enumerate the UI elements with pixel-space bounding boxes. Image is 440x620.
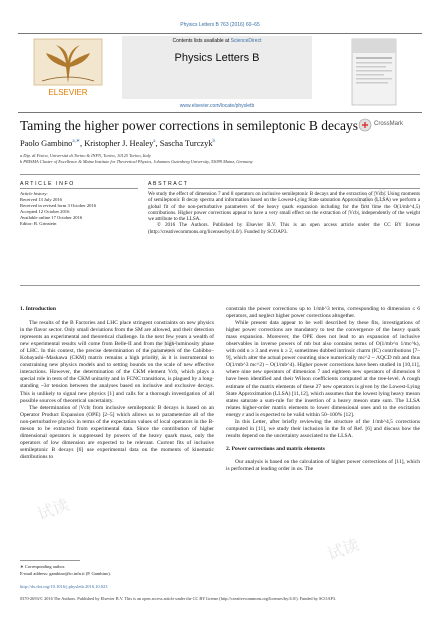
- body-paragraph: The results of the B Factories and LHC place stringent constraints on new physics in the flavor sector. Only small deviations from the SM are allowed, and their detection represents an experimental and theoretical challenge. In the next few years a wealth of new experimental results will come from Belle-II and from the high-luminosity phase of LHC. In this context, the precise determination of the parameters of the Cabibbo–Kobayashi–Maskawa (CKM) matrix remains a high priority, as it is instrumental to constraining new physics models and to setting bounds on the scale of new effective interactions. However, the determination of the CKM element Vcb, which plays a special role in tests of the CKM unitarity and in FCNC transitions, is plagued by a long-standing ~3σ tension between the analyses based on inclusive and exclusive decays. This is unlikely to signal new physics [1] and calls for a thorough investigation of all possible sources of theoretical uncertainty.: [20, 320, 214, 404]
- history-item: Received in revised form 3 October 2016: [20, 203, 97, 209]
- history-item: Available online 17 October 2016: [20, 215, 83, 221]
- author-name[interactable]: Sascha Turczyk: [159, 138, 213, 148]
- history-item: Accepted 12 October 2016: [20, 209, 70, 215]
- copyright-line: 0370-2693/© 2016 The Authors. Published by Elsevier B.V. This is an open access article under the CC BY license (http://creativecommons.org/licenses/by/4.0/). Funded by SCOAP3.: [20, 596, 337, 601]
- body-paragraph: In this Letter, after briefly reviewing the structure of the 1/mb^4,5 corrections computed in [11], we study their inclusion in the fit of Ref. [6] and discuss how the results depend on the uncertainty associated to the LLSA.: [226, 418, 420, 439]
- author-list: Paolo Gambino$^{a,∗}$, Kristopher J. Healey$^a$, Sascha Turczyk$^b$: [20, 138, 216, 148]
- section-rule: [20, 188, 138, 189]
- svg-text:ELSEVIER: ELSEVIER: [48, 88, 88, 97]
- svg-text:试读: 试读: [35, 496, 72, 524]
- crossmark-label: CrossMark: [374, 121, 404, 127]
- contents-line: [122, 38, 312, 44]
- left-column: [20, 306, 214, 461]
- body-paragraph: While present data appear to be well described by these fits, investigations of higher power corrections are mandatory to test the convergence of the heavy quark mass expansion. Moreover, the OPE does not lead to an expansion of inclusive observables in inverse powers of mb but also contains terms of O(1/mb^n 1/mc^k), with odd n ≥ 3 and even k ≥ 2, sometimes dubbed intrinsic charm (IC) contributions [7–9], which alter the actual power counting since numerically mc^2 ~ ΛQCD mb and thus O(1/mb^3 mc^2) ~ O(1/mb^4). Higher power corrections have been studied in [10,11], where nine new operators of dimension 7 and eighteen new operators of dimension 8 have been identified and their Wilson coefficients computed at the tree-level. A rough estimate of the matrix elements of these 27 new operators is given by the Lowest-Lying State Approximation (LLSA) [11,12], which assumes that the lowest lying heavy meson states saturate a sum-rule for the insertion of a heavy meson state sum. The LLSA relates higher-order matrix elements to lower dimensional ones and to the excitation energy ε and is expected to be valid within 50–100% [12].: [226, 320, 420, 418]
- section-heading: 1. Introduction: [20, 306, 56, 312]
- svg-text:试读: 试读: [325, 536, 362, 564]
- crossmark-badge[interactable]: [358, 118, 420, 132]
- email-note: E-mail address: gambino@to.infn.it (P. Gambino).: [20, 571, 111, 576]
- abstract-text: We study the effect of dimension 7 and 8 operators on inclusive semileptonic B decays and the extraction of |Vcb|. Using moments of semileptonic B decay spectra and information based on the Lowest-Lying State saturation Approximation (LLSA) we perform a global fit of the non-perturbative parameters of the heavy quark expansion including for the first time the O(1/mb^4,5) contributions. Higher power corrections appear to have a very small effect on the extraction of |Vcb|, independently of the weight we attribute to the LLSA.: [148, 191, 420, 223]
- author-marks: a,∗: [72, 139, 81, 144]
- history-label: Article history:: [20, 191, 48, 196]
- svg-text:试读: 试读: [355, 186, 392, 214]
- article-info-heading: ARTICLE INFO: [20, 181, 75, 187]
- section-rule: [148, 188, 420, 189]
- journal-header-panel: [122, 36, 312, 99]
- corresponding-note: ∗ Corresponding author.: [20, 564, 66, 569]
- journal-cover-image: [330, 37, 418, 107]
- author-marks: a: [153, 139, 156, 144]
- article-title: Taming the higher power corrections in semileptonic B decays: [20, 118, 358, 133]
- footnote-rule: [20, 560, 80, 561]
- sciencedirect-link[interactable]: ScienceDirect: [230, 38, 262, 44]
- journal-title: Physics Letters B: [174, 52, 260, 64]
- author-name[interactable]: Kristopher J. Healey: [84, 138, 154, 148]
- abstract-heading: ABSTRACT: [148, 181, 189, 187]
- affiliation: b PRISMA Cluster of Excellence & Mainz Institute for Theoretical Physics, Johannes Gutenberg University, 55099 Mainz, Germany: [20, 159, 253, 164]
- history-item: Editor: B. Grinstein: [20, 221, 57, 227]
- body-paragraph: Our analysis is based on the calculation of higher power corrections of [11], which is performed at leading order in αs. The: [226, 458, 420, 472]
- citation-line: Physics Letters B 763 (2016) 60–65: [180, 22, 260, 28]
- abstract-body: [148, 191, 420, 235]
- author-marks: b: [212, 139, 216, 144]
- article-history: [20, 191, 138, 228]
- affiliation: a Dip. di Fisica, Università di Torino & INFN, Torino, 10125 Torino, Italy: [20, 153, 151, 158]
- contents-prefix: Contents lists available at: [172, 38, 230, 44]
- elsevier-logo: [20, 37, 116, 99]
- section-heading: 2. Power corrections and matrix elements: [226, 445, 325, 452]
- right-column: [226, 306, 420, 473]
- author-name[interactable]: Paolo Gambino: [20, 138, 73, 148]
- doi-link[interactable]: http://dx.doi.org/10.1016/j.physletb.2016.10.023: [20, 584, 108, 589]
- journal-homepage-link[interactable]: www.elsevier.com/locate/physletb: [179, 103, 255, 109]
- section-rule: [20, 174, 420, 175]
- svg-text:试读: 试读: [145, 336, 182, 364]
- license-text: © 2016 The Authors. Published by Elsevier B.V. This is an open access article under the CC BY license (http://creativecommons.org/licenses/by/4.0/). Funded by SCOAP3.: [148, 222, 420, 235]
- section-rule: [20, 285, 420, 286]
- body-paragraph: The determination of |Vcb| from inclusive semileptonic B decays is based on an Operator Product Expansion (OPE) [2–5] which allows us to parameterize all of the non-perturbative physics in terms of the expectation values of local operators in the B-meson to be extracted from experimental data. Since the contribution of higher dimensional operators is suppressed by powers of the heavy quark mass, only the operators of low dimension are expected to be relevant. Current fits of inclusive semileptonic B decays [6] use experimental data on the moments of kinematic distributions to: [20, 404, 214, 460]
- history-item: Received 13 July 2016: [20, 197, 62, 203]
- body-paragraph: constrain the power corrections up to 1/mb^3 terms, corresponding to dimension ≤ 6 operators, and neglect higher power corrections altogether.: [226, 306, 420, 320]
